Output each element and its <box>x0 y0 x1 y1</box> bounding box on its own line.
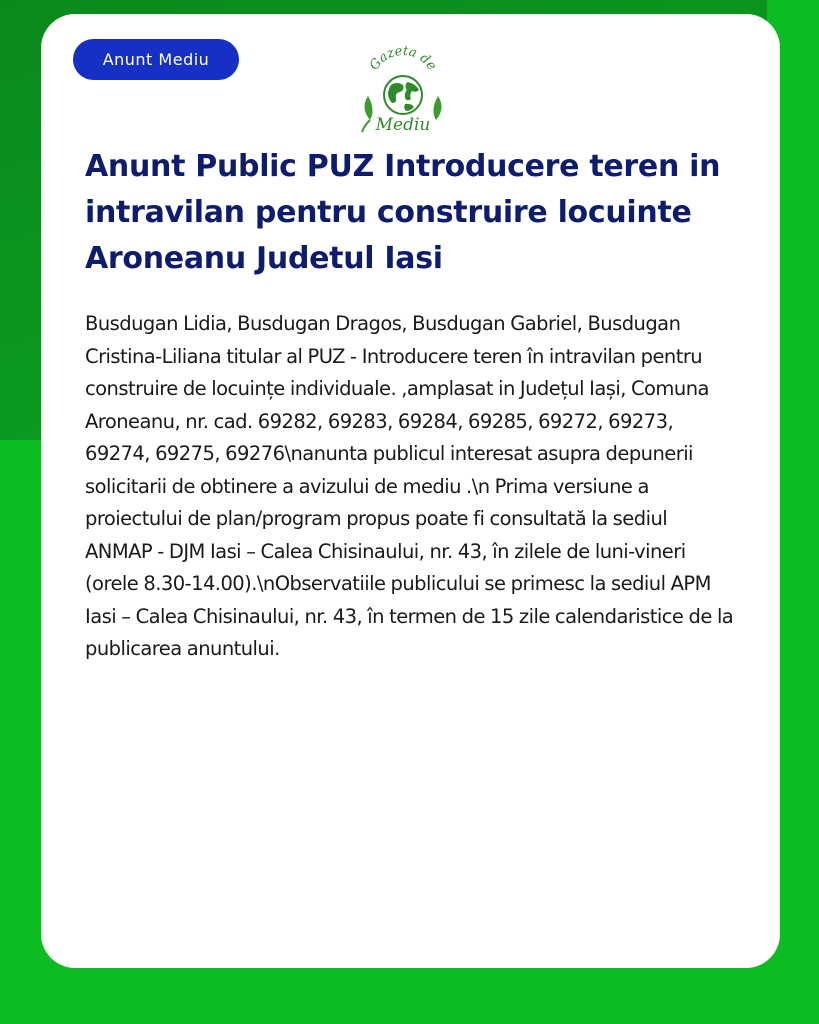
globe-icon <box>384 76 422 114</box>
announcement-title: Anunt Public PUZ Introducere teren in intravilan pentru construire locuinte Aroneanu Judetul Iasi <box>85 149 721 276</box>
announcement-card <box>41 14 780 968</box>
gazeta-de-mediu-logo <box>358 38 448 134</box>
logo-bottom-text: Mediu <box>375 115 431 134</box>
category-badge[interactable]: Anunt Mediu <box>73 39 239 80</box>
announcement-body: Busdugan Lidia, Busdugan Dragos, Busdugan Gabriel, Busdugan Cristina-Liliana titular al PUZ - Introducere teren în intravilan pentru construire de locuințe individuale. ,amplasat in Județul Iași, Comuna Aroneanu, nr. cad. 69282, 69283, 69284, 69285, 69272, 69273, 69274, 69275, 69276\nanunta publicul interesat asupra depunerii solicitarii de obtinere a avizului de mediu .\n Prima versiune a proiectului de plan/program propus poate fi consultată la sediul ANMAP - DJM Iasi – Calea Chisinaului, nr. 43, în zilele de luni-vineri (orele 8.30-14.00).\nObservatiile publicului se primesc la sediul APM Iasi – Calea Chisinaului, nr. 43, în termen de 15 zile calendaristice de la publicarea anuntului. <box>85 312 734 660</box>
logo-top-text: Gazeta de <box>366 43 440 74</box>
